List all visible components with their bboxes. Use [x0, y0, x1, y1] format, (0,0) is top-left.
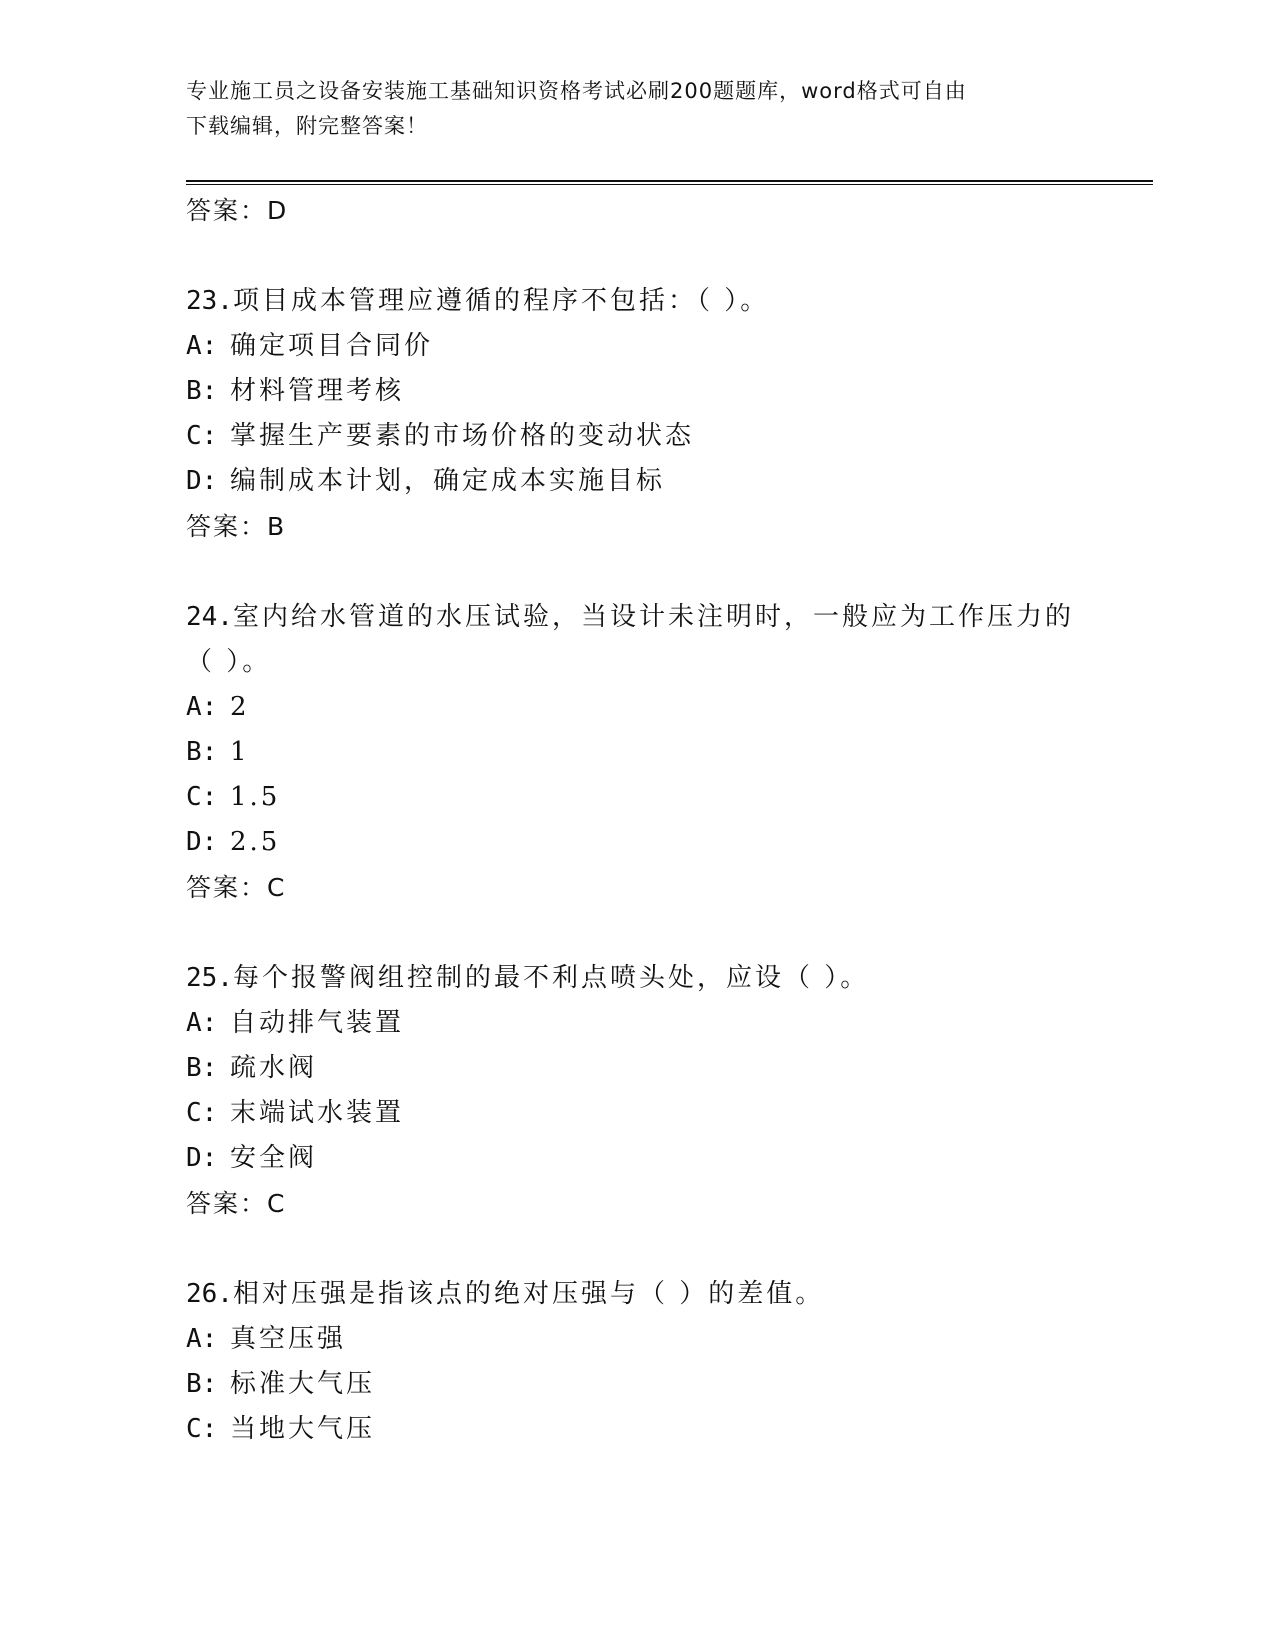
option-letter: D: — [186, 827, 218, 857]
option-letter: A: — [186, 692, 218, 722]
question-list — [186, 188, 1086, 1452]
header-rule-thin — [186, 184, 1153, 185]
option-a — [186, 685, 1086, 730]
option-c — [186, 414, 1086, 459]
option-a — [186, 324, 1086, 369]
option-text: 真空压强 — [230, 1324, 347, 1354]
answer-line: 答案：C — [186, 1189, 287, 1218]
document-header — [186, 74, 1066, 144]
option-letter: C: — [186, 1414, 218, 1444]
option-text: 当地大气压 — [230, 1414, 376, 1444]
option-text: 1.5 — [230, 782, 281, 812]
question-stem: 室内给水管道的水压试验，当设计未注明时，一般应为工作压力的（ ）。 — [186, 602, 1074, 677]
option-letter: A: — [186, 1324, 218, 1354]
option-b — [186, 730, 1086, 775]
option-text: 自动排气装置 — [230, 1008, 405, 1038]
option-c — [186, 1091, 1086, 1136]
option-d — [186, 820, 1086, 865]
question-number: 25. — [186, 963, 233, 993]
option-letter: C: — [186, 1098, 218, 1128]
question-block — [186, 279, 1086, 550]
option-d — [186, 459, 1086, 504]
option-b — [186, 369, 1086, 414]
question-block — [186, 595, 1086, 911]
spacer — [186, 234, 1086, 279]
question-stem: 项目成本管理应遵循的程序不包括：（ ）。 — [232, 286, 770, 316]
option-text: 编制成本计划，确定成本实施目标 — [230, 466, 666, 496]
option-text: 材料管理考核 — [230, 376, 405, 406]
spacer — [186, 1227, 1086, 1272]
question-block — [186, 956, 1086, 1227]
question-text — [186, 956, 1086, 1001]
option-a — [186, 1317, 1086, 1362]
option-text: 1 — [230, 737, 250, 767]
question-number: 26. — [186, 1279, 233, 1309]
answer-line: 答案：B — [186, 512, 287, 541]
option-letter: D: — [186, 1143, 218, 1173]
option-c — [186, 1407, 1086, 1452]
option-letter: C: — [186, 421, 218, 451]
question-stem: 相对压强是指该点的绝对压强与（ ）的差值。 — [232, 1279, 825, 1309]
option-text: 掌握生产要素的市场价格的变动状态 — [230, 421, 695, 451]
question-text — [186, 279, 1086, 324]
header-rule-thick — [186, 180, 1153, 182]
question-number: 23. — [186, 286, 233, 316]
spacer — [186, 550, 1086, 595]
option-letter: B: — [186, 737, 218, 767]
option-letter: C: — [186, 782, 218, 812]
question-block — [186, 1272, 1086, 1452]
option-letter: B: — [186, 376, 218, 406]
option-b — [186, 1046, 1086, 1091]
question-text — [186, 1272, 1086, 1317]
answer-line: 答案：C — [186, 873, 287, 902]
option-text: 确定项目合同价 — [230, 331, 434, 361]
option-letter: A: — [186, 331, 218, 361]
option-letter: B: — [186, 1369, 218, 1399]
spacer — [186, 911, 1086, 956]
option-d — [186, 1136, 1086, 1181]
option-letter: B: — [186, 1053, 218, 1083]
question-stem: 每个报警阀组控制的最不利点喷头处，应设（ ）。 — [232, 963, 870, 993]
option-b — [186, 1362, 1086, 1407]
question-text — [186, 595, 1086, 685]
option-text: 疏水阀 — [230, 1053, 318, 1083]
question-number: 24. — [186, 602, 233, 632]
option-text: 末端试水装置 — [230, 1098, 405, 1128]
answer-line: 答案：D — [186, 196, 289, 225]
option-letter: A: — [186, 1008, 218, 1038]
option-a — [186, 1001, 1086, 1046]
option-text: 2.5 — [230, 827, 281, 857]
option-c — [186, 775, 1086, 820]
header-line-1: 专业施工员之设备安装施工基础知识资格考试必刷200题题库，word格式可自由 — [186, 79, 967, 103]
option-letter: D: — [186, 466, 218, 496]
option-text: 标准大气压 — [230, 1369, 376, 1399]
option-text: 安全阀 — [230, 1143, 318, 1173]
option-text: 2 — [230, 692, 250, 722]
header-line-2: 下载编辑，附完整答案！ — [186, 114, 428, 138]
